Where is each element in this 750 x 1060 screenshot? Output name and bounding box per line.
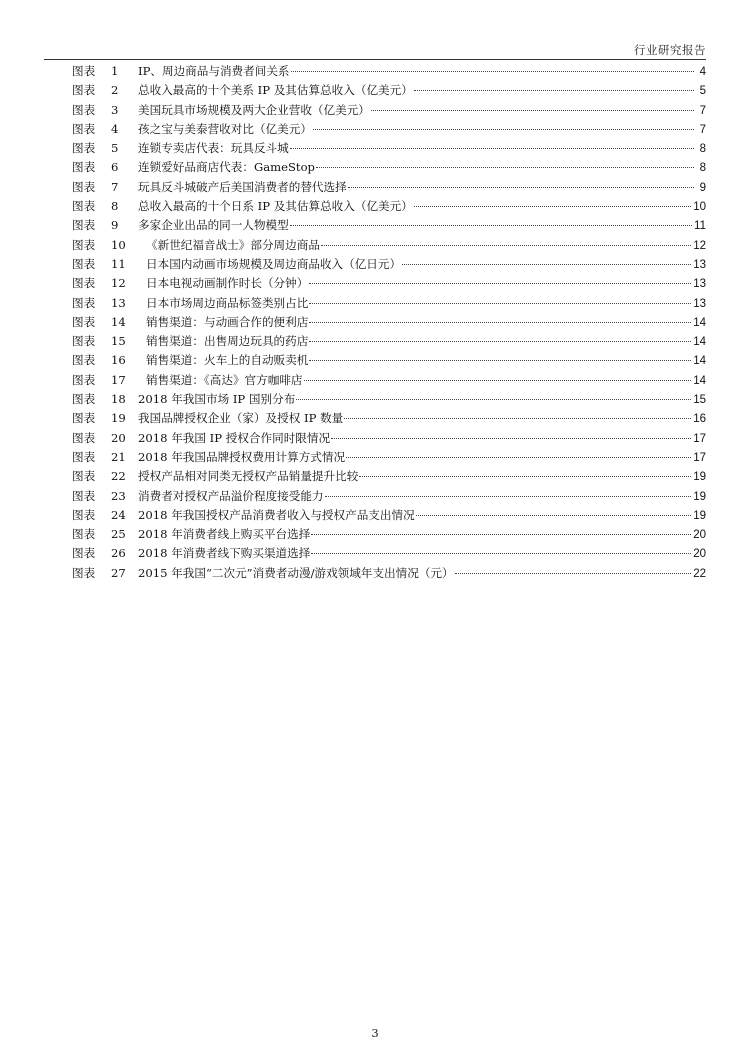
- toc-entry-prefix: 图表: [72, 64, 96, 78]
- toc-dot-leader: [331, 438, 691, 439]
- toc-entry-page: 12: [693, 239, 706, 252]
- toc-entry-title: 《新世纪福音战士》部分周边商品: [146, 237, 320, 252]
- toc-entry[interactable]: [72, 81, 706, 100]
- toc-entry-page: 14: [693, 316, 706, 329]
- toc-entry[interactable]: [72, 197, 706, 216]
- toc-entry-number: 19: [111, 411, 126, 426]
- toc-entry-title: 2018 年我国市场 IP 国别分布: [138, 392, 296, 407]
- toc-entry-page: 14: [693, 355, 706, 368]
- toc-entry-title: 孩之宝与美泰营收对比（亿美元）: [138, 121, 312, 136]
- toc-entry-title: 销售渠道：火车上的自动贩卖机: [146, 353, 309, 368]
- toc-entry-title: 2018 年消费者线上购买平台选择: [138, 527, 311, 542]
- toc-entry[interactable]: [72, 487, 706, 506]
- toc-entry-page: 9: [699, 181, 706, 194]
- toc-entry-page: 16: [693, 413, 706, 426]
- toc-entry-number: 27: [111, 565, 126, 580]
- toc-entry-number: 12: [111, 276, 126, 291]
- toc-entry-prefix: 图表: [72, 411, 96, 426]
- toc-entry-number: 9: [111, 218, 119, 233]
- toc-entry[interactable]: [72, 544, 706, 563]
- toc-entry-title: 消费者对授权产品溢价程度接受能力: [138, 488, 324, 503]
- toc-entry[interactable]: [72, 525, 706, 544]
- toc-dot-leader: [325, 496, 692, 497]
- toc-entry-number: 10: [111, 237, 126, 252]
- toc-entry-page: 19: [693, 490, 706, 503]
- toc-entry-number: 13: [111, 295, 126, 310]
- toc-entry-number: 21: [111, 449, 126, 464]
- toc-entry[interactable]: [72, 448, 706, 467]
- toc-entry[interactable]: [72, 178, 706, 197]
- toc-entry-prefix: 图表: [72, 430, 96, 445]
- toc-entry-page: 14: [693, 374, 706, 387]
- toc-entry[interactable]: [72, 351, 706, 370]
- toc-dot-leader: [346, 457, 691, 458]
- toc-entry[interactable]: [72, 120, 706, 139]
- toc-entry[interactable]: [72, 313, 706, 332]
- toc-entry-number: 16: [111, 353, 126, 368]
- toc-entry-prefix: 图表: [72, 83, 96, 98]
- toc-entry-number: 18: [111, 392, 126, 407]
- page-number: 3: [371, 1026, 379, 1040]
- toc-entry-number: 11: [111, 256, 126, 271]
- toc-entry-prefix: 图表: [72, 527, 96, 542]
- toc-entry[interactable]: [72, 390, 706, 409]
- toc-entry-number: 20: [111, 430, 126, 445]
- toc-entry[interactable]: [72, 467, 706, 486]
- toc-entry-page: 13: [693, 258, 706, 271]
- toc-entry-prefix: 图表: [72, 237, 96, 252]
- toc-entry-page: 11: [694, 220, 706, 233]
- toc-entry-number: 22: [111, 469, 126, 484]
- toc-entry-prefix: 图表: [72, 276, 96, 291]
- toc-entry-prefix: 图表: [72, 314, 96, 329]
- toc-dot-leader: [304, 380, 692, 381]
- toc-entry-title: 美国玩具市场规模及两大企业营收（亿美元）: [138, 102, 370, 117]
- toc-dot-leader: [296, 399, 691, 400]
- toc-entry-number: 24: [111, 507, 126, 522]
- toc-entry-prefix: 图表: [72, 565, 96, 580]
- toc-dot-leader: [291, 71, 694, 72]
- toc-entry-number: 25: [111, 527, 126, 542]
- table-of-figures: [72, 62, 706, 583]
- toc-entry-page: 10: [693, 201, 706, 214]
- toc-dot-leader: [344, 418, 691, 419]
- toc-entry-prefix: 图表: [72, 179, 96, 194]
- toc-entry-page: 5: [699, 85, 706, 98]
- toc-entry-page: 19: [693, 509, 706, 522]
- toc-entry-title: 总收入最高的十个美系 IP 及其估算总收入（亿美元）: [138, 83, 413, 98]
- toc-entry-page: 17: [693, 432, 706, 445]
- toc-entry-prefix: 图表: [72, 469, 96, 484]
- toc-entry-page: 4: [699, 66, 706, 78]
- toc-dot-leader: [414, 206, 691, 207]
- toc-entry[interactable]: [72, 294, 706, 313]
- toc-entry[interactable]: [72, 216, 706, 235]
- toc-entry-title: 日本国内动画市场规模及周边商品收入（亿日元）: [146, 256, 402, 271]
- toc-dot-leader: [309, 322, 691, 323]
- toc-entry[interactable]: [72, 255, 706, 274]
- toc-entry-page: 22: [693, 567, 706, 580]
- toc-entry-prefix: 图表: [72, 449, 96, 464]
- toc-entry[interactable]: [72, 332, 706, 351]
- toc-dot-leader: [321, 245, 691, 246]
- toc-entry-prefix: 图表: [72, 102, 96, 117]
- toc-entry-number: 3: [111, 102, 119, 117]
- toc-dot-leader: [414, 90, 694, 91]
- toc-entry-page: 7: [699, 123, 706, 136]
- toc-entry-page: 15: [693, 394, 706, 407]
- toc-entry-title: 2018 年我国品牌授权费用计算方式情况: [138, 449, 346, 464]
- toc-entry-prefix: 图表: [72, 334, 96, 349]
- toc-entry-page: 14: [693, 336, 706, 349]
- toc-entry-number: 4: [111, 121, 119, 136]
- toc-dot-leader: [416, 515, 692, 516]
- toc-dot-leader: [402, 264, 691, 265]
- toc-entry-title: 2018 年消费者线下购买渠道选择: [138, 546, 311, 561]
- toc-entry-title: IP、周边商品与消费者间关系: [138, 64, 290, 78]
- toc-entry-title: 2018 年我国授权产品消费者收入与授权产品支出情况: [138, 507, 415, 522]
- toc-dot-leader: [309, 283, 691, 284]
- toc-dot-leader: [290, 225, 692, 226]
- toc-entry-number: 15: [111, 334, 126, 349]
- toc-entry-title: 销售渠道：《高达》官方咖啡店: [146, 372, 303, 387]
- toc-entry[interactable]: [72, 101, 706, 120]
- toc-entry-prefix: 图表: [72, 160, 96, 175]
- toc-entry-number: 7: [111, 179, 119, 194]
- toc-dot-leader: [309, 341, 691, 342]
- toc-entry[interactable]: [72, 158, 706, 177]
- toc-entry-number: 23: [111, 488, 126, 503]
- toc-entry-title: 玩具反斗城破产后美国消费者的替代选择: [138, 179, 347, 194]
- toc-entry-prefix: 图表: [72, 488, 96, 503]
- toc-dot-leader: [290, 148, 694, 149]
- toc-entry-title: 授权产品相对同类无授权产品销量提升比较: [138, 469, 359, 484]
- toc-entry[interactable]: [72, 409, 706, 428]
- toc-entry-prefix: 图表: [72, 121, 96, 136]
- toc-entry[interactable]: [72, 139, 706, 158]
- toc-entry-title: 2015 年我国“二次元”消费者动漫/游戏领域年支出情况（元）: [138, 565, 454, 580]
- toc-entry[interactable]: [72, 274, 706, 293]
- toc-entry-page: 7: [699, 104, 706, 117]
- toc-entry[interactable]: [72, 564, 706, 583]
- toc-entry[interactable]: [72, 62, 706, 81]
- toc-entry-number: 5: [111, 141, 119, 156]
- toc-entry-prefix: 图表: [72, 353, 96, 368]
- toc-entry-number: 2: [111, 83, 119, 98]
- toc-entry-title: 日本电视动画制作时长（分钟）: [146, 276, 309, 291]
- toc-entry-prefix: 图表: [72, 141, 96, 156]
- toc-entry-title: 2018 年我国 IP 授权合作同时限情况: [138, 430, 331, 445]
- toc-entry[interactable]: [72, 371, 706, 390]
- toc-entry-title: 我国品牌授权企业（家）及授权 IP 数量: [138, 411, 344, 426]
- toc-entry-number: 6: [111, 160, 119, 175]
- toc-entry-page: 13: [693, 297, 706, 310]
- toc-entry-prefix: 图表: [72, 507, 96, 522]
- report-type-label: 行业研究报告: [634, 43, 706, 57]
- toc-entry-title: 连锁爱好品商店代表：GameStop: [138, 160, 315, 175]
- toc-entry[interactable]: [72, 429, 706, 448]
- toc-entry-number: 17: [111, 372, 126, 387]
- toc-entry-page: 8: [699, 143, 706, 156]
- toc-entry-page: 20: [693, 548, 706, 561]
- toc-dot-leader: [348, 187, 694, 188]
- toc-dot-leader: [371, 110, 694, 111]
- toc-entry-number: 8: [111, 199, 119, 214]
- toc-entry[interactable]: [72, 506, 706, 525]
- toc-entry-prefix: 图表: [72, 372, 96, 387]
- toc-entry-page: 8: [699, 162, 706, 175]
- toc-dot-leader: [455, 573, 692, 574]
- toc-dot-leader: [311, 553, 691, 554]
- toc-entry-title: 连锁专卖店代表：玩具反斗城: [138, 141, 289, 156]
- toc-entry-title: 销售渠道：出售周边玩具的药店: [146, 334, 309, 349]
- toc-dot-leader: [309, 303, 691, 304]
- toc-entry-page: 20: [693, 529, 706, 542]
- toc-entry-prefix: 图表: [72, 218, 96, 233]
- toc-entry-title: 总收入最高的十个日系 IP 及其估算总收入（亿美元）: [138, 199, 413, 214]
- header-divider: [44, 59, 706, 60]
- toc-entry-prefix: 图表: [72, 199, 96, 214]
- toc-dot-leader: [309, 360, 691, 361]
- toc-entry-page: 19: [693, 471, 706, 484]
- toc-entry-title: 销售渠道：与动画合作的便利店: [146, 314, 309, 329]
- toc-dot-leader: [313, 129, 694, 130]
- toc-dot-leader: [359, 476, 691, 477]
- toc-entry-prefix: 图表: [72, 546, 96, 561]
- toc-entry-prefix: 图表: [72, 392, 96, 407]
- toc-entry-prefix: 图表: [72, 256, 96, 271]
- toc-dot-leader: [311, 534, 691, 535]
- toc-entry[interactable]: [72, 236, 706, 255]
- toc-entry-title: 日本市场周边商品标签类别占比: [146, 295, 309, 310]
- toc-entry-number: 26: [111, 546, 126, 561]
- toc-dot-leader: [316, 167, 694, 168]
- toc-entry-page: 13: [693, 278, 706, 291]
- toc-entry-prefix: 图表: [72, 295, 96, 310]
- toc-entry-number: 1: [111, 64, 119, 78]
- toc-entry-title: 多家企业出品的同一人物模型: [138, 218, 289, 233]
- toc-entry-number: 14: [111, 314, 126, 329]
- toc-entry-page: 17: [693, 451, 706, 464]
